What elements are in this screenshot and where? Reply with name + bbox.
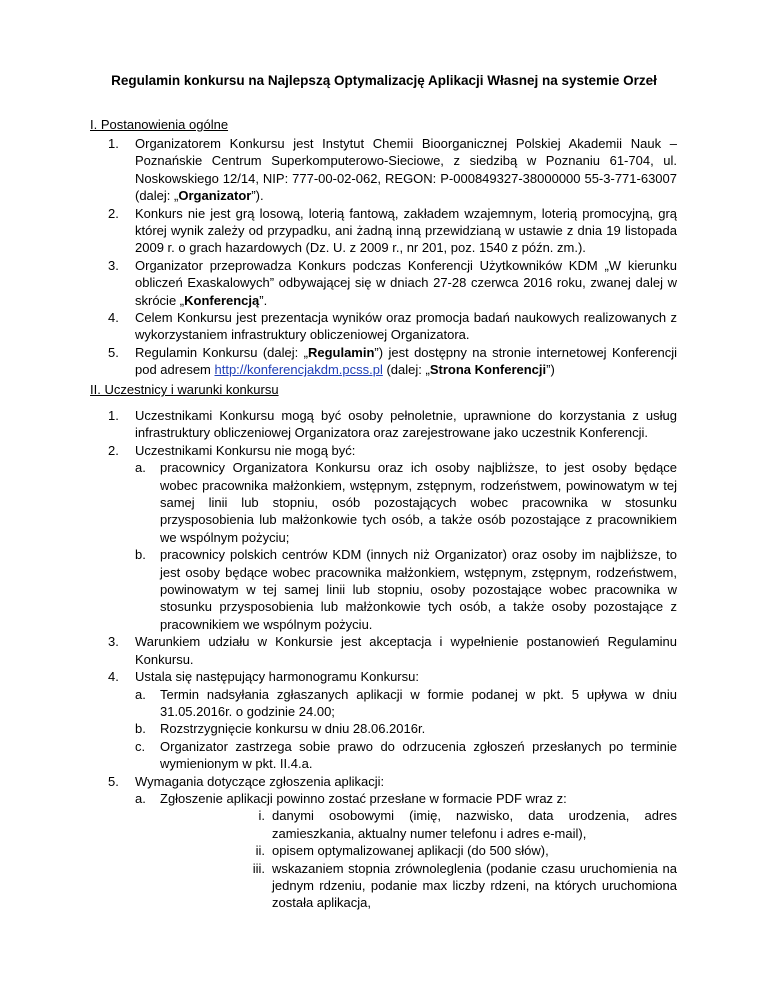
- document-title: Regulamin konkursu na Najlepszą Optymalizację Aplikacji Własnej na systemie Orzeł: [111, 73, 657, 88]
- item-number: 1.: [108, 408, 119, 423]
- item-number: 1.: [108, 136, 119, 151]
- sub-sublist: [247, 807, 677, 911]
- item-number: 2.: [108, 442, 119, 458]
- list-item: 1. Organizatorem Konkursu jest Instytut Chemii Bioorganicznej Polskiej Akademii Nauk – Poznańskie Centrum Superkomputerowo-Sieciowe, z siedzibą w Poznaniu 61-704, ul. Noskowskiego 12/14, NIP: 777-00-02-062, REGON: P-000849327-38000000 55-3-771-63007 (dalej: „Organizator”).: [108, 136, 677, 204]
- list-item: 3. Warunkiem udziału w Konkursie jest akceptacja i wypełnienie postanowień Regulaminu Konkursu.: [108, 634, 677, 667]
- list-item: 5. Regulamin Konkursu (dalej: „Regulamin”) jest dostępny na stronie internetowej Konferencji pod adresem http://konferencjakdm.pcss.pl (dalej: „Strona Konferencji”): [108, 344, 677, 378]
- sublist: [125, 790, 677, 912]
- list-item: 4. Celem Konkursu jest prezentacja wyników oraz promocja badań naukowych realizowanych z wykorzystaniem infrastruktury obliczeniowej Organizatora.: [108, 310, 677, 343]
- list-item: 3. Organizator przeprowadza Konkurs podczas Konferencji Użytkowników KDM „W kierunku obliczeń Exaskalowych” odbywającej się w dniach 27-28 czerwca 2016 roku, zwanej dalej w skrócie „Konferencją”.: [108, 257, 677, 308]
- list-item: 2. Uczestnikami Konkursu nie mogą być: a. pracownicy Organizatora Konkursu oraz ich osoby najbliższe, to jest osoby będące wobec pracownika małżonkiem, wstępnym, zstępnym, rodzeństwem, powinowatym w tej samej linii lub stopniu, osób pozostających wobec pracownika w stosunku przysposobienia lub małżonkowie tych osób, a także osób pozostające z pracownikiem we wspólnym pożyciu; b. pracownicy polskich centrów KDM (innych niż Organizator) oraz osoby im najbliższe, to jest osoby będące wobec pracownika małżonkiem, wstępnym, zstępnym, rodzeństwem, powinowatym w tej samej linii lub stopniu, osoby pozostające wobec pracownika w stosunku przysposobienia lub małżonkowie tych osób, a także osoby pozostające z pracownikiem we wspólnym pożyciu.: [108, 442, 677, 632]
- sublist-item: b. pracownicy polskich centrów KDM (innych niż Organizator) oraz osoby im najbliższe, to jest osoby będące wobec pracownika małżonkiem, wstępnym, zstępnym, rodzeństwem, powinowatym w tej samej linii lub stopniu, osoby pozostające wobec pracownika w stosunku przysposobienia lub małżonkowie tych osób, a także osoby pozostające z pracownikiem we wspólnym pożyciu.: [135, 547, 677, 632]
- list-item: 4. Ustala się następujący harmonogramu Konkursu: a. Termin nadsyłania zgłaszanych aplikacji w formie podanej w pkt. 5 upływa w dniu 31.05.2016r. o godzinie 24.00; b. Rozstrzygnięcie konkursu w dniu 28.06.2016r. c. Organizator zastrzega sobie prawo do odrzucenia zgłoszeń przesłanych po terminie wymienionym w pkt. II.4.a.: [108, 669, 677, 772]
- conference-link[interactable]: http://konferencjakdm.pcss.pl: [214, 362, 383, 378]
- section-heading-participants: II. Uczestnicy i warunki konkursu: [90, 382, 279, 397]
- sublist: [125, 459, 677, 633]
- general-provisions-list: [90, 135, 677, 379]
- item-number: 4.: [108, 669, 119, 685]
- list-item: 5. Wymagania dotyczące zgłoszenia aplikacji: a. Zgłoszenie aplikacji powinno zostać przesłane w formacie PDF wraz z: i. danymi osobowymi (imię, nazwisko, data urodzenia, adres zamieszkania, aktualny numer telefonu i adres e-mail), ii. opisem optymalizowanej aplikacji (do 500 słów), iii. wskazaniem stopnia zrównoleglenia (podanie czasu uruchomienia na jednym rdzeniu, podanie max liczby rdzeni, na których uruchomiona została aplikacja,: [108, 773, 677, 911]
- list-item: 2. Konkurs nie jest grą losową, loterią fantową, zakładem wzajemnym, loterią promocyjną, grą której wynik zależy od przypadku, ani żadną inną przewidzianą w ustawie z dnia 19 listopada 2009 r. o grach hazardowych (Dz. U. z 2009 r., nr 201, poz. 1540 z późn. zm.).: [108, 205, 677, 256]
- section-heading-general: I. Postanowienia ogólne: [90, 117, 229, 132]
- item-number: 2.: [108, 205, 119, 221]
- sub-sublist-item: ii. opisem optymalizowanej aplikacji (do 500 słów),: [255, 843, 549, 859]
- item-number: 4.: [108, 310, 119, 326]
- item-number: 3.: [108, 257, 119, 273]
- sublist-item: a. pracownicy Organizatora Konkursu oraz ich osoby najbliższe, to jest osoby będące wobec pracownika małżonkiem, wstępnym, zstępnym, rodzeństwem, powinowatym w tej samej linii lub stopniu, osób pozostających wobec pracownika w stosunku przysposobienia lub małżonkowie tych osób, a także osób pozostające z pracownikiem we wspólnym pożyciu;: [135, 460, 677, 545]
- sublist: [125, 686, 677, 773]
- sublist-item: a. Termin nadsyłania zgłaszanych aplikacji w formie podanej w pkt. 5 upływa w dniu 31.05.2016r. o godzinie 24.00;: [135, 686, 677, 719]
- item-number: 5.: [108, 344, 119, 360]
- sublist-item: b. Rozstrzygnięcie konkursu w dniu 28.06.2016r.: [135, 721, 426, 737]
- sub-sublist-item: i. danymi osobowymi (imię, nazwisko, data urodzenia, adres zamieszkania, aktualny numer telefonu i adres e-mail),: [258, 808, 677, 841]
- sublist-item: c. Organizator zastrzega sobie prawo do odrzucenia zgłoszeń przesłanych po terminie wymienionym w pkt. II.4.a.: [135, 738, 677, 772]
- sublist-item: a. Zgłoszenie aplikacji powinno zostać przesłane w formacie PDF wraz z: i. danymi osobowymi (imię, nazwisko, data urodzenia, adres zamieszkania, aktualny numer telefonu i adres e-mail), ii. opisem optymalizowanej aplikacji (do 500 słów), iii. wskazaniem stopnia zrównoleglenia (podanie czasu uruchomienia na jednym rdzeniu, podanie max liczby rdzeni, na których uruchomiona została aplikacja,: [135, 790, 677, 911]
- sub-sublist-item: iii. wskazaniem stopnia zrównoleglenia (podanie czasu uruchomienia na jednym rdzeniu, podanie max liczby rdzeni, na których uruchomiona została aplikacja,: [252, 860, 677, 911]
- item-number: 3.: [108, 634, 119, 650]
- participants-list: [90, 407, 677, 912]
- item-number: 5.: [108, 773, 119, 789]
- list-item: 1. Uczestnikami Konkursu mogą być osoby pełnoletnie, uprawnione do korzystania z usług infrastruktury obliczeniowej Organizatora oraz zarejestrowane jako uczestnik Konferencji.: [108, 408, 677, 441]
